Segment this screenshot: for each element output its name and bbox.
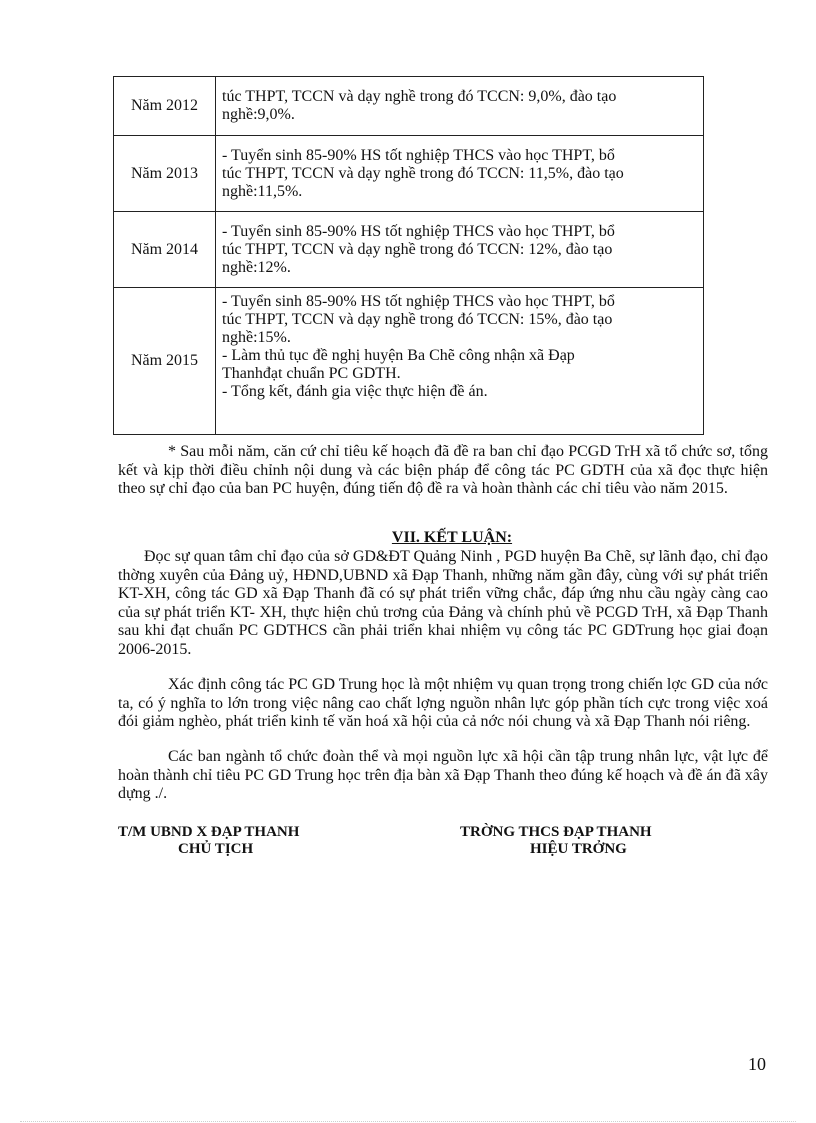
section-heading [0, 529, 816, 547]
description-line: nghề:12%. [222, 258, 291, 276]
signature-title: CHỦ TỊCH [178, 841, 254, 857]
description-line: - Tuyển sinh 85-90% HS tốt nghiệp THCS vào học THPT, bổ [222, 293, 615, 310]
section-heading-text: VII. KẾT LUẬN: [391, 529, 513, 546]
description-line: túc THPT, TCCN và dạy nghề trong đó TCCN: 15%, đào tạo [222, 311, 613, 328]
year-cell: Năm 2012 [114, 77, 216, 136]
signature-title: HIỆU TRỞNG [530, 841, 627, 857]
description-line: nghề:15%. [222, 329, 291, 346]
description-line: nghề:9,0%. [222, 106, 295, 123]
table-row [114, 77, 704, 136]
conclusion-paragraph-3: Các ban ngành tổ chức đoàn thể và mọi nguồn lực xã hội cần tập trung nhân lực, vật lực để hoàn thành chỉ tiêu PC GD Trung học trên địa bàn xã Đạp Thanh theo đúng kế hoạch và đề án đã xây dựng ./. [118, 748, 768, 802]
description-line: - Tổng kết, đánh gia việc thực hiện đề án. [222, 383, 488, 400]
table-row [114, 136, 704, 212]
signature-block-commune [118, 824, 368, 858]
description-line: túc THPT, TCCN và dạy nghề trong đó TCCN: 11,5%, đào tạo [222, 164, 624, 182]
signature-org: TRỜNG THCS ĐẠP THANH [460, 824, 652, 840]
page-bottom-divider [20, 1121, 796, 1122]
conclusion-paragraph-2: Xác định công tác PC GD Trung học là một nhiệm vụ quan trọng trong chiến lợc GD của nớc ta, có ý nghĩa to lớn trong việc nâng cao chất lợng nguồn nhân lực góp phần tích cực trong việc xoá đói giảm nghèo, phát triển kinh tế văn hoá xã hội của cả nớc nói chung và xã Đạp Thanh nói riêng. [118, 676, 768, 730]
description-line: túc THPT, TCCN và dạy nghề trong đó TCCN: 9,0%, đào tạo [222, 88, 617, 105]
description-cell [216, 288, 704, 435]
description-cell [216, 77, 704, 136]
description-cell [216, 136, 704, 212]
note-paragraph: * Sau mỗi năm, căn cứ chỉ tiêu kế hoạch đã đề ra ban chỉ đạo PCGD TrH xã tổ chức sơ, tổng kết và kịp thời điều chỉnh nội dung và các biện pháp để công tác PC GDTH của xã đọc thực hiện theo sự chỉ đạo của ban PC huyện, đúng tiến độ đề ra và hoàn thành các chỉ tiêu vào năm 2015. [118, 443, 768, 497]
plan-table [113, 76, 704, 435]
description-line: Thanhđạt chuẩn PC GDTH. [222, 365, 401, 382]
conclusion-paragraph-1: Đọc sự quan tâm chỉ đạo của sở GD&ĐT Quảng Ninh , PGD huyện Ba Chẽ, sự lãnh đạo, chỉ đạo thờng xuyên của Đảng uỷ, HĐND,UBND xã Đạp Thanh, những năm gần đây, cùng với sự phát triển KT-XH, công tác GD xã Đạp Thanh đã có sự phát triển vững chắc, đáp ứng nhu cầu ngày càng cao của sự phát triển KT- XH, thực hiện chủ trơng của Đảng và chính phủ về PCGD TrH, xã Đạp Thanh sau khi đạt chuẩn PC GDTHCS cần phải triển khai nhiệm vụ công tác PC GDTrung học giai đoạn 2006-2015. [118, 548, 768, 658]
description-line: - Tuyển sinh 85-90% HS tốt nghiệp THCS vào học THPT, bổ [222, 146, 615, 164]
description-line: nghề:11,5%. [222, 182, 303, 200]
year-cell: Năm 2013 [114, 136, 216, 212]
description-line: túc THPT, TCCN và dạy nghề trong đó TCCN: 12%, đào tạo [222, 240, 613, 258]
description-line: - Tuyển sinh 85-90% HS tốt nghiệp THCS vào học THPT, bổ [222, 222, 615, 240]
year-cell: Năm 2014 [114, 212, 216, 288]
page-number: 10 [748, 1054, 766, 1074]
year-cell: Năm 2015 [114, 288, 216, 435]
signature-org: T/M UBND X ĐẠP THANH [118, 824, 300, 840]
table-row [114, 288, 704, 435]
description-cell [216, 212, 704, 288]
table-row [114, 212, 704, 288]
description-line: - Làm thủ tục đề nghị huyện Ba Chẽ công nhận xã Đạp [222, 347, 575, 364]
signature-block-school [460, 824, 720, 858]
